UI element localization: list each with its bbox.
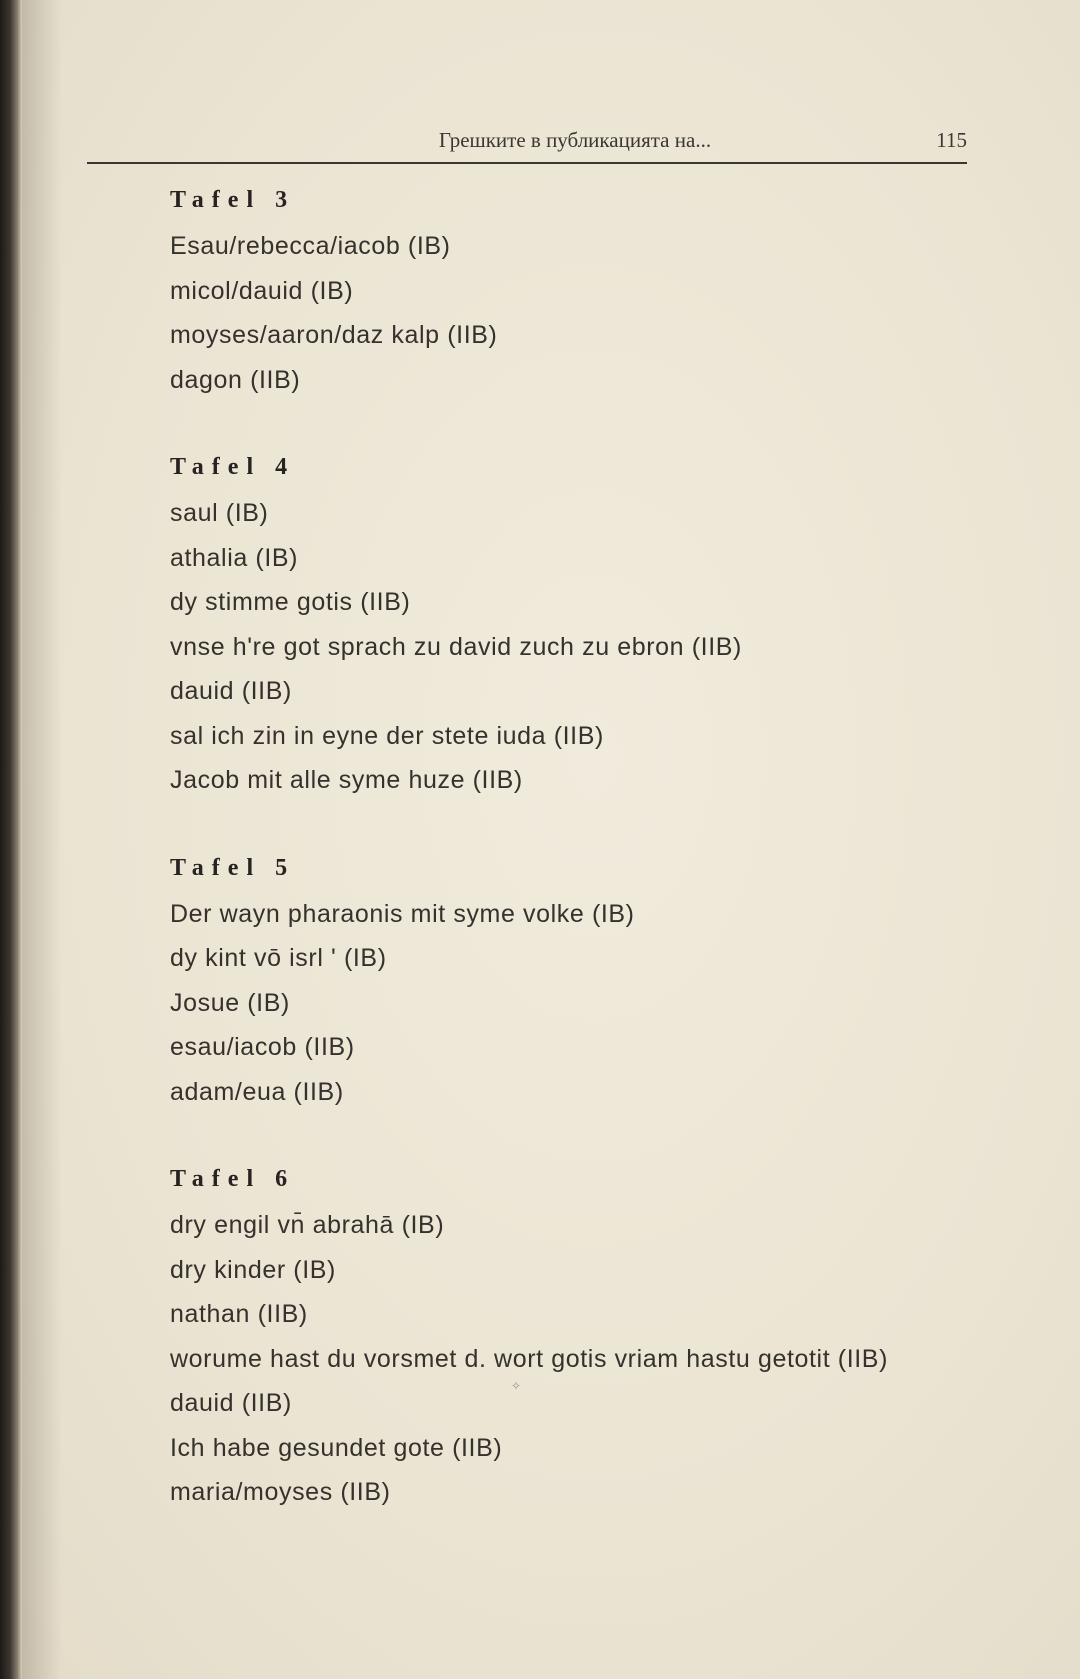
section-heading: Tafel 6 xyxy=(170,1166,296,1192)
list-item: maria/moyses (IIB) xyxy=(170,1478,391,1506)
list-item: dauid (IIB) xyxy=(170,1389,292,1417)
list-item: sal ich zin in eyne der stete iuda (IIB) xyxy=(170,721,604,750)
list-item: saul (IB) xyxy=(170,499,269,527)
page-number: 115 xyxy=(936,128,967,152)
page-content xyxy=(170,180,1050,1560)
list-item: worume hast du vorsmet d. wort gotis vriam hastu getotit (IIB) xyxy=(170,1344,889,1373)
running-title: Грешките в публикацията на... xyxy=(438,128,712,152)
list-item: micol/dauid (IB) xyxy=(170,276,354,305)
list-item: nathan (IIB) xyxy=(170,1300,308,1328)
book-spine xyxy=(0,0,22,1679)
section-heading: Tafel 5 xyxy=(170,854,296,881)
list-item: dy stimme gotis (IIB) xyxy=(170,588,411,616)
section-heading: Tafel 3 xyxy=(170,187,296,213)
list-item: vnse h're got sprach zu david zuch zu ebron (IIB) xyxy=(170,632,742,661)
section-heading: Tafel 4 xyxy=(170,454,296,480)
list-item: athalia (IB) xyxy=(170,543,299,572)
list-item: Josue (IB) xyxy=(170,988,290,1017)
list-item: dauid (IIB) xyxy=(170,677,292,705)
list-item: Esau/rebecca/iacob (IB) xyxy=(170,232,451,260)
spine-shadow xyxy=(22,0,62,1679)
list-item: dagon (IIB) xyxy=(170,365,301,394)
section-tafel-4 xyxy=(170,447,1050,803)
list-item: dry engil vn̄ abrahā (IB) xyxy=(170,1211,445,1239)
running-header xyxy=(87,128,967,164)
list-item: dy kint vō isrl ' (IB) xyxy=(170,944,387,972)
list-item: adam/eua (IIB) xyxy=(170,1077,344,1106)
list-item: moyses/aaron/daz kalp (IIB) xyxy=(170,321,498,349)
section-tafel-6 xyxy=(170,1159,1050,1515)
list-item: dry kinder (IB) xyxy=(170,1255,336,1284)
list-item: Der wayn pharaonis mit syme volke (IB) xyxy=(170,899,635,928)
section-tafel-3 xyxy=(170,180,1050,402)
section-tafel-5 xyxy=(170,848,1050,1115)
paper-speck: ✧ xyxy=(511,1379,522,1393)
list-item: Ich habe gesundet gote (IIB) xyxy=(170,1433,503,1462)
list-item: esau/iacob (IIB) xyxy=(170,1033,355,1061)
list-item: Jacob mit alle syme huze (IIB) xyxy=(170,766,523,794)
